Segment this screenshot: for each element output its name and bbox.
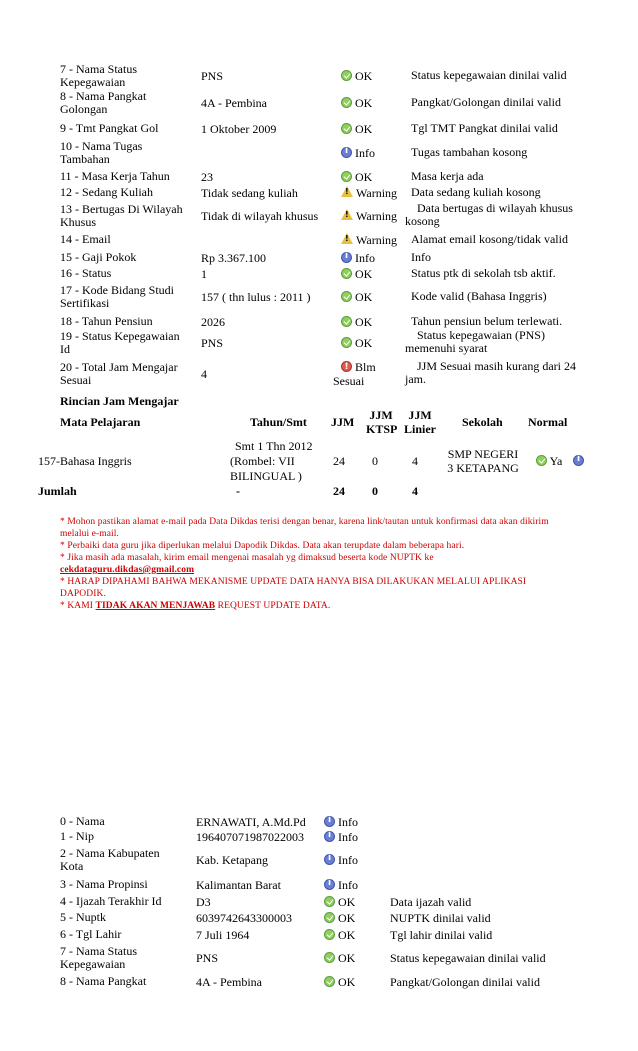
- rincian-title: Rincian Jam Mengajar: [60, 394, 179, 408]
- field-note: Status kepegawaian (PNS) memenuhi syarat: [405, 328, 545, 355]
- field-note: Pangkat/Golongan dinilai valid: [411, 95, 561, 109]
- field-value: Kab. Ketapang: [196, 853, 268, 867]
- info-icon: [324, 854, 335, 865]
- field-status: OK: [341, 69, 372, 84]
- ok-icon: [341, 291, 352, 302]
- header-mapel: Mata Pelajaran: [60, 415, 141, 429]
- field-status: OK: [341, 170, 372, 185]
- ok-icon: [341, 123, 352, 134]
- field-value: 4A - Pembina: [196, 975, 262, 989]
- field-value: 6039742643300003: [196, 911, 292, 925]
- note-1b: melalui e-mail.: [60, 529, 120, 539]
- normal-value: Ya: [549, 454, 563, 468]
- note-4b: DAPODIK.: [60, 589, 106, 599]
- field-status: i Info: [341, 251, 375, 266]
- field-status: OK: [324, 911, 355, 926]
- field-label: 8 - Nama Pangkat: [60, 974, 147, 988]
- warning-icon: [341, 186, 353, 197]
- field-note: Status ptk di sekolah tsb aktif.: [411, 266, 556, 280]
- support-email-link[interactable]: cekdataguru.dikdas@gmail.com: [60, 565, 195, 575]
- field-status: OK: [341, 122, 372, 137]
- note-5: * KAMI TIDAK AKAN MENJAWAB REQUEST UPDATE DATA.: [60, 601, 331, 611]
- field-label: 11 - Masa Kerja Tahun: [60, 169, 170, 183]
- field-status: OK: [324, 975, 355, 990]
- field-value: Tidak di wilayah khusus: [201, 209, 319, 223]
- field-label: 18 - Tahun Pensiun: [60, 314, 153, 328]
- ok-icon: [341, 268, 352, 279]
- field-label: 0 - Nama: [60, 814, 105, 828]
- field-note: Tgl TMT Pangkat dinilai valid: [411, 121, 558, 135]
- row-info[interactable]: [573, 454, 584, 469]
- ok-icon: [341, 70, 352, 81]
- field-note: Info: [411, 250, 431, 264]
- field-value: D3: [196, 895, 211, 909]
- ok-icon: [324, 952, 335, 963]
- field-label: 7 - Nama Status Kepegawaian: [60, 944, 137, 971]
- ok-icon: [324, 976, 335, 987]
- field-status: OK: [341, 290, 372, 305]
- info-icon: [324, 879, 335, 890]
- row-linier: 4: [412, 454, 418, 468]
- field-value: 1: [201, 267, 207, 281]
- total-tahun: -: [236, 484, 240, 498]
- total-ktsp: 0: [372, 484, 378, 498]
- error-icon: [341, 361, 352, 372]
- field-status: OK: [341, 336, 372, 351]
- field-value: PNS: [196, 951, 219, 965]
- field-label: 15 - Gaji Pokok: [60, 250, 137, 264]
- field-value: Tidak sedang kuliah: [201, 186, 298, 200]
- ok-icon: [341, 171, 352, 182]
- field-note: Tahun pensiun belum terlewati.: [411, 314, 563, 328]
- row-sekolah: SMP NEGERI 3 KETAPANG: [447, 447, 519, 475]
- field-status: i Info: [324, 853, 358, 868]
- ok-icon: [341, 97, 352, 108]
- row-mapel: 157-Bahasa Inggris: [38, 454, 132, 468]
- field-label: 8 - Nama Pangkat Golongan: [60, 89, 147, 116]
- header-normal: Normal: [528, 415, 568, 429]
- field-label: 16 - Status: [60, 266, 112, 280]
- field-label: 17 - Kode Bidang Studi Sertifikasi: [60, 283, 174, 310]
- field-label: 2 - Nama Kabupaten Kota: [60, 846, 160, 873]
- field-label: 7 - Nama Status Kepegawaian: [60, 62, 137, 89]
- info-icon: [324, 831, 335, 842]
- info-icon: [324, 816, 335, 827]
- info-icon: [341, 252, 352, 263]
- field-note: Tgl lahir dinilai valid: [390, 928, 493, 942]
- field-status: OK: [341, 96, 372, 111]
- field-note: Data sedang kuliah kosong: [411, 185, 541, 199]
- note-1: * Mohon pastikan alamat e-mail pada Data Dikdas terisi dengan benar, karena link/tautan untuk konfirmasi data akan dikirim: [60, 517, 549, 527]
- note-3: * Jika masih ada masalah, kirim email mengenai masalah yg dimaksud beserta kode NUPTK ke: [60, 553, 434, 563]
- field-label: 10 - Nama Tugas Tambahan: [60, 139, 143, 166]
- total-label: Jumlah: [38, 484, 77, 498]
- row-ktsp: 0: [372, 454, 378, 468]
- field-status: OK: [341, 315, 372, 330]
- field-label: 4 - Ijazah Terakhir Id: [60, 894, 162, 908]
- field-value: 4: [201, 367, 207, 381]
- field-label: 20 - Total Jam Mengajar Sesuai: [60, 360, 178, 387]
- field-note: Status kepegawaian dinilai valid: [411, 68, 567, 82]
- field-note: Status kepegawaian dinilai valid: [390, 951, 546, 965]
- ok-icon: [324, 929, 335, 940]
- info-icon[interactable]: [573, 455, 584, 466]
- ok-icon: [324, 912, 335, 923]
- field-value: Rp 3.367.100: [201, 251, 267, 265]
- total-jjm: 24: [333, 484, 345, 498]
- field-value: ERNAWATI, A.Md.Pd: [196, 815, 306, 829]
- field-status: i Info: [341, 146, 375, 161]
- field-value: 157 ( thn lulus : 2011 ): [201, 290, 311, 304]
- field-label: 12 - Sedang Kuliah: [60, 185, 153, 199]
- ok-icon: [341, 337, 352, 348]
- row-jjm: 24: [333, 454, 345, 468]
- field-status: OK: [341, 267, 372, 282]
- header-jjm-ktsp: JJM KTSP: [366, 408, 398, 436]
- field-status: OK: [324, 928, 355, 943]
- field-note: NUPTK dinilai valid: [390, 911, 491, 925]
- field-label: 9 - Tmt Pangkat Gol: [60, 121, 159, 135]
- warning-icon: [341, 209, 353, 220]
- row-tahun: Smt 1 Thn 2012 (Rombel: VII BILINGUAL ): [230, 439, 313, 483]
- field-status: ! Blm Sesuai: [341, 360, 376, 388]
- field-value: PNS: [201, 336, 224, 350]
- field-label: 5 - Nuptk: [60, 910, 106, 924]
- field-status: OK: [324, 951, 355, 966]
- row-normal: [536, 454, 562, 469]
- field-note: Kode valid (Bahasa Inggris): [411, 289, 547, 303]
- field-note: Alamat email kosong/tidak valid: [411, 232, 568, 246]
- field-status: ! Warning: [341, 233, 397, 248]
- field-label: 14 - Email: [60, 232, 111, 246]
- field-value: 7 Juli 1964: [196, 928, 250, 942]
- field-value: 196407071987022003: [196, 830, 304, 844]
- field-status: ! Warning: [341, 209, 397, 224]
- field-value: 2026: [201, 315, 225, 329]
- total-linier: 4: [412, 484, 418, 498]
- field-value: 4A - Pembina: [201, 96, 267, 110]
- field-status: ! Warning: [341, 186, 397, 201]
- field-note: Data bertugas di wilayah khusus kosong: [405, 201, 573, 228]
- note-2: * Perbaiki data guru jika diperlukan melalui Dapodik Dikdas. Data akan terupdate dalam beberapa hari.: [60, 541, 465, 551]
- field-note: Pangkat/Golongan dinilai valid: [390, 975, 540, 989]
- header-jjm-linier: JJM Linier: [404, 408, 436, 436]
- header-tahun: Tahun/Smt: [250, 415, 307, 429]
- field-label: 6 - Tgl Lahir: [60, 927, 122, 941]
- field-label: 3 - Nama Propinsi: [60, 877, 148, 891]
- field-status: OK: [324, 895, 355, 910]
- field-note: Masa kerja ada: [411, 169, 484, 183]
- field-label: 13 - Bertugas Di Wilayah Khusus: [60, 202, 183, 229]
- warning-icon: [341, 233, 353, 244]
- field-status: i Info: [324, 815, 358, 830]
- field-value: 23: [201, 170, 213, 184]
- field-label: 1 - Nip: [60, 829, 94, 843]
- field-status: i Info: [324, 878, 358, 893]
- field-note: Data ijazah valid: [390, 895, 472, 909]
- field-value: PNS: [201, 69, 224, 83]
- field-label: 19 - Status Kepegawaian Id: [60, 329, 180, 356]
- no-reply-emphasis: TIDAK AKAN MENJAWAB: [95, 601, 216, 611]
- field-status: i Info: [324, 830, 358, 845]
- field-note: Tugas tambahan kosong: [411, 145, 528, 159]
- field-value: 1 Oktober 2009: [201, 122, 277, 136]
- ok-icon: [324, 896, 335, 907]
- header-jjm: JJM: [331, 415, 355, 429]
- field-note: JJM Sesuai masih kurang dari 24 jam.: [405, 359, 576, 386]
- ok-icon: [341, 316, 352, 327]
- info-icon: [341, 147, 352, 158]
- header-sekolah: Sekolah: [462, 415, 503, 429]
- ok-icon: [536, 455, 547, 466]
- note-4: * HARAP DIPAHAMI BAHWA MEKANISME UPDATE DATA HANYA BISA DILAKUKAN MELALUI APLIKASI: [60, 577, 527, 587]
- field-value: Kalimantan Barat: [196, 878, 281, 892]
- notes-section: [60, 516, 600, 612]
